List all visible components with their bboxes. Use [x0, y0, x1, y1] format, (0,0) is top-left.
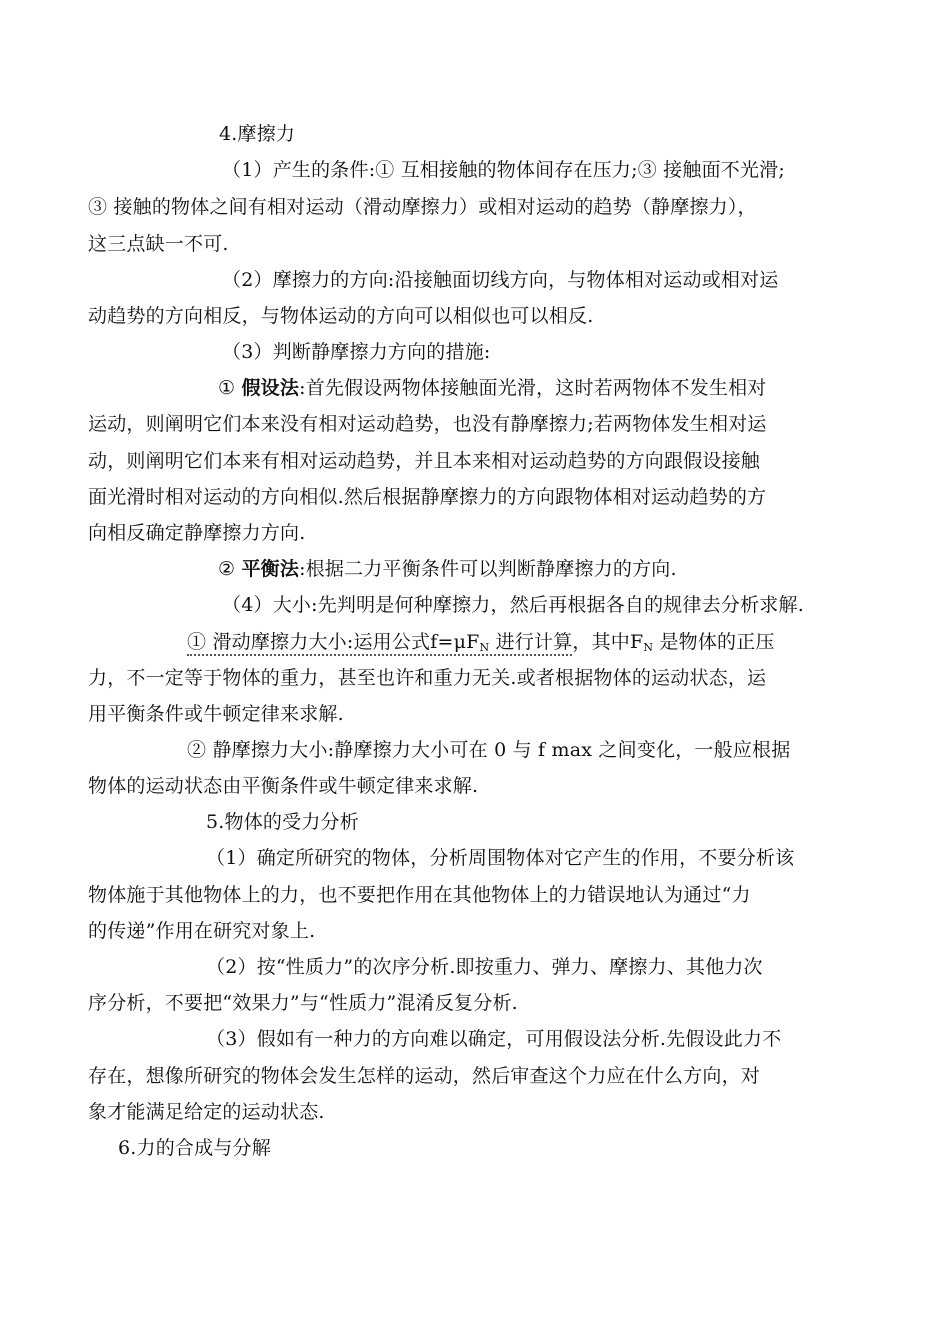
sliding-friction-line-3: 用平衡条件或牛顿定律来求解.	[88, 703, 344, 725]
balance-method-text: :根据二力平衡条件可以判断静摩擦力的方向.	[299, 558, 677, 580]
assumption-method-text: :首先假设两物体接触面光滑，这时若两物体不发生相对	[299, 377, 767, 399]
force-analysis-a-line-1: （1）确定所研究的物体，分析周围物体对它产生的作用，不要分析该	[206, 847, 795, 869]
friction-condition-line-2: ③ 接触的物体之间有相对运动（滑动摩擦力）或相对运动的趋势（静摩擦力），	[88, 196, 757, 218]
sliding-friction-formula: ① 滑动摩擦力大小:运用公式$f=\mu F_N$ 进行计算	[187, 631, 573, 654]
friction-condition-line-1: （1）产生的条件:① 互相接触的物体间存在压力;③ 接触面不光滑;	[222, 159, 785, 181]
assumption-method-term: 假设法	[241, 377, 300, 399]
force-analysis-b-line-1: （2）按“性质力”的次序分析.即按重力、弹力、摩擦力、其他力次	[206, 956, 763, 978]
assumption-method-number: ①	[218, 377, 236, 399]
force-analysis-c-line-3: 象才能满足给定的运动状态.	[88, 1101, 325, 1123]
assumption-method-line-3: 动，则阐明它们本来有相对运动趋势，并且本来相对运动趋势的方向跟假设接触	[88, 450, 761, 472]
assumption-method-line-2: 运动，则阐明它们本来没有相对运动趋势，也没有静摩擦力;若两物体发生相对运	[88, 413, 767, 435]
friction-direction-line-2: 动趋势的方向相反，与物体运动的方向可以相似也可以相反.	[88, 305, 594, 327]
force-analysis-a-line-3: 的传递”作用在研究对象上.	[88, 920, 316, 942]
force-analysis-b-line-2: 序分析，不要把“效果力”与“性质力”混淆反复分析.	[88, 992, 518, 1014]
static-friction-method-heading: （3）判断静摩擦力方向的措施:	[222, 341, 491, 363]
force-analysis-c-line-1: （3）假如有一种力的方向难以确定，可用假设法分析.先假设此力不	[206, 1028, 782, 1050]
section-5-title: 5.物体的受力分析	[206, 811, 359, 833]
balance-method-number: ②	[218, 558, 236, 580]
force-analysis-c-line-2: 存在，想像所研究的物体会发生怎样的运动，然后审查这个力应在什么方向，对	[88, 1065, 761, 1087]
sliding-friction-line-2: 力，不一定等于物体的重力，甚至也许和重力无关.或者根据物体的运动状态，运	[88, 667, 767, 689]
sliding-friction-line-1: ① 滑动摩擦力大小:运用公式$f=\mu F_N$ 进行计算，其中$F_N$ 是物体的正压	[187, 631, 775, 654]
friction-magnitude-heading: （4）大小:先判明是何种摩擦力，然后再根据各自的规律去分析求解.	[222, 594, 804, 616]
static-friction-magnitude-line-2: 物体的运动状态由平衡条件或牛顿定律来求解.	[88, 775, 479, 797]
assumption-method-line-5: 向相反确定静摩擦力方向.	[88, 522, 306, 544]
friction-condition-line-3: 这三点缺一不可.	[88, 233, 229, 255]
force-analysis-a-line-2: 物体施于其他物体上的力，也不要把作用在其他物体上的力错误地认为通过“力	[88, 884, 751, 906]
section-4-title: 4.摩擦力	[219, 123, 296, 145]
assumption-method-line-4: 面光滑时相对运动的方向相似.然后根据静摩擦力的方向跟物体相对运动趋势的方	[88, 486, 767, 508]
balance-method-term: 平衡法	[241, 558, 300, 580]
friction-direction-line-1: （2）摩擦力的方向:沿接触面切线方向，与物体相对运动或相对运	[222, 269, 779, 291]
section-6-title: 6.力的合成与分解	[118, 1137, 271, 1159]
balance-method-line	[218, 554, 677, 584]
static-friction-magnitude-line-1: ② 静摩擦力大小:静摩擦力大小可在 0 与 f max 之间变化，一般应根据	[187, 739, 791, 761]
assumption-method-line-1	[218, 373, 767, 403]
